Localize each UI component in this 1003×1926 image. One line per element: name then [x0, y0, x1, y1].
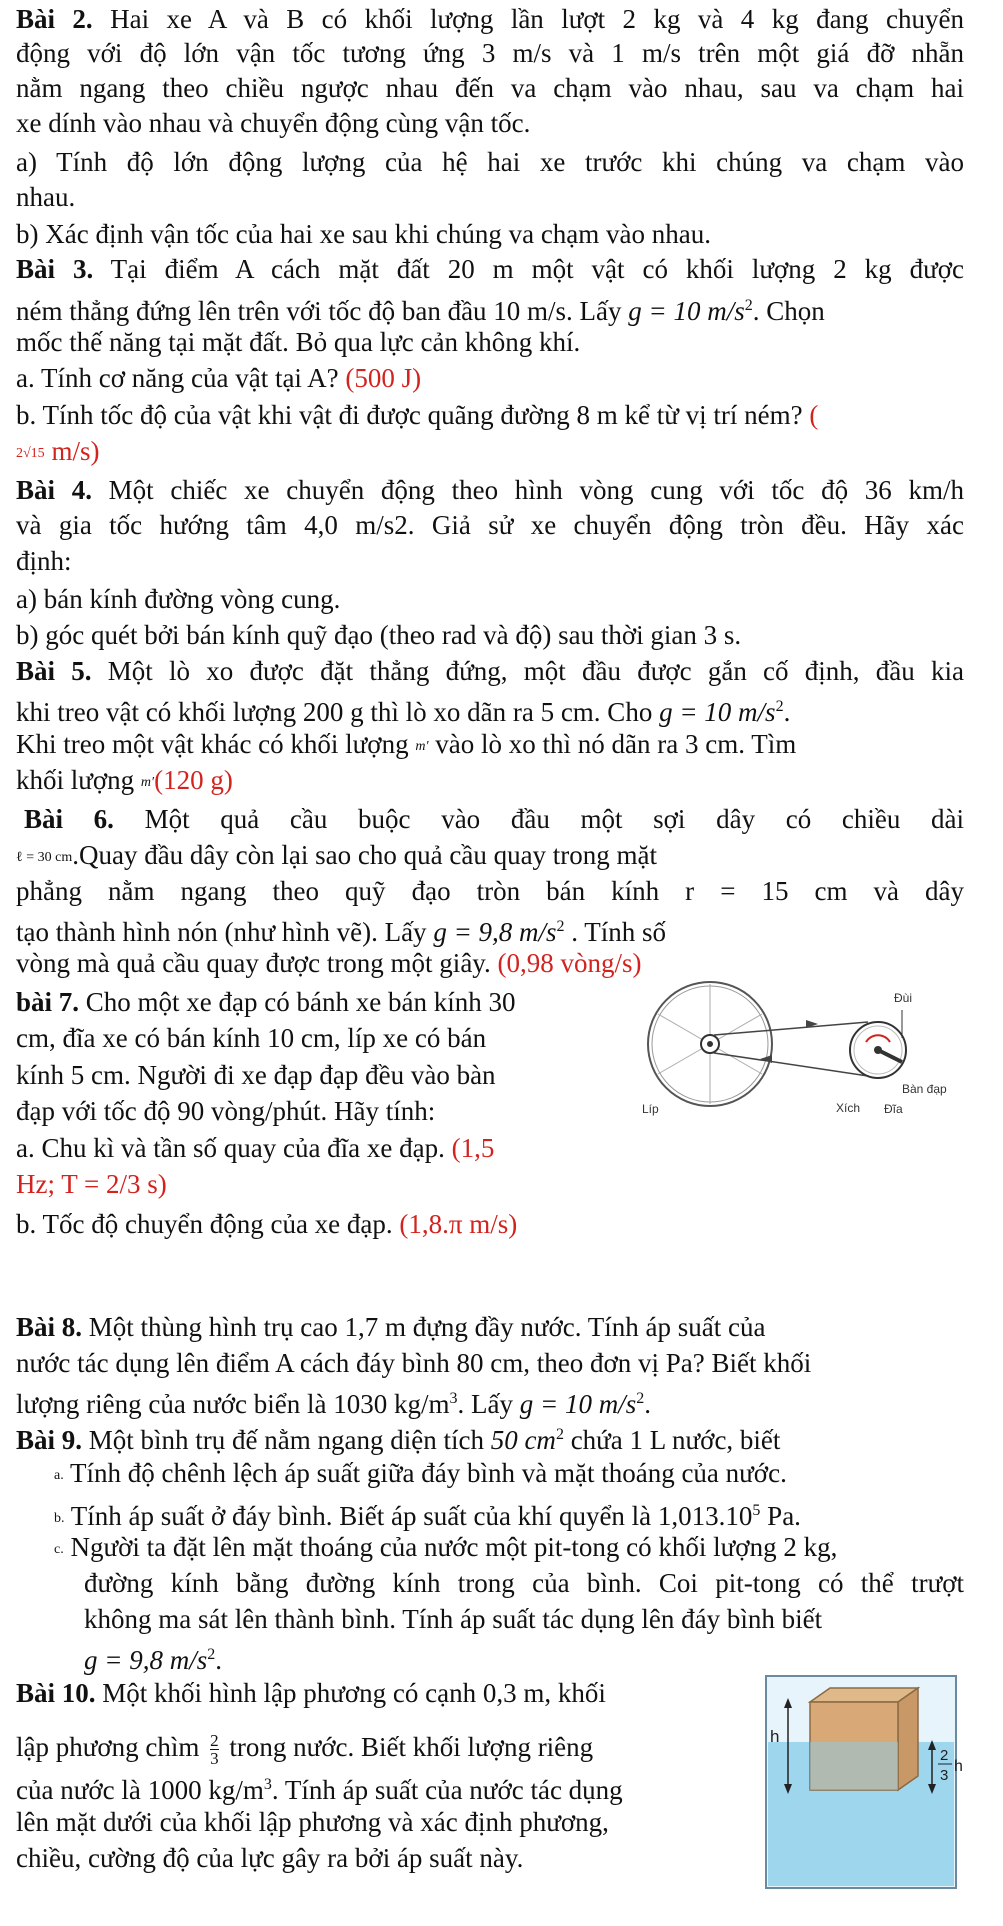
b2-line-2: động với độ lớn vận tốc tương ứng 3 m/s và 1 m/s trên một giá đỡ nhẵn [16, 38, 964, 68]
b9-area: 50 cm [490, 1425, 556, 1455]
b10-line-4: lên mặt dưới của khối lập phương và xác định phương, [16, 1807, 609, 1837]
b6-gravity: g = 9,8 m/s [433, 917, 557, 947]
b9-question-c [54, 1530, 837, 1567]
b9-question-b-text: Tính áp suất ở đáy bình. Biết áp suất của khí quyển là 1,013.10 [64, 1501, 753, 1531]
b8-line-2: nước tác dụng lên điểm A cách đáy bình 80 cm, theo đơn vị Pa? Biết khối [16, 1348, 812, 1378]
b2-question-b: b) Xác định vận tốc của hai xe sau khi chúng va chạm vào nhau. [16, 219, 712, 249]
b6-text-2b: .Quay đầu dây còn lại sao cho quả cầu quay trong mặt [72, 840, 658, 870]
b9-c-label: c. [54, 1541, 64, 1557]
b9-area-exp: 2 [555, 1426, 564, 1443]
b9-question-b-unit: Pa. [760, 1501, 801, 1531]
b10-density-exp: 3 [263, 1776, 272, 1793]
b3-question-a-text: a. Tính cơ năng của vật tại A? [16, 363, 346, 393]
b6-text-5: vòng mà quả cầu quay được trong một giây. [16, 948, 498, 978]
b5-line-4 [16, 763, 233, 800]
b6-text-4b: . Tính số [564, 917, 667, 947]
b2-text-1: Hai xe A và B có khối lượng lần lượt 2 kg và 4 kg đang chuyển [92, 4, 964, 34]
b7-line-4: đạp với tốc độ 90 vòng/phút. Hãy tính: [16, 1096, 436, 1126]
rear-wheel-diagram [648, 982, 772, 1106]
b3-text-2a: ném thẳng đứng lên trên với tốc độ ban đầu 10 m/s. Lấy [16, 296, 629, 326]
b8-gravity: g = 10 m/s [519, 1389, 637, 1419]
b5-line-1 [16, 654, 964, 688]
b7-question-a [16, 1131, 494, 1165]
b3-gravity-exp: 2 [744, 297, 753, 314]
b10-text-2b: trong nước. Biết khối lượng riêng [222, 1732, 594, 1762]
b5-text-2a: khi treo vật có khối lượng 200 g thì lò xo dãn ra 5 cm. Cho [16, 697, 660, 727]
b7-title: bài 7. [16, 987, 80, 1017]
b3-answer-a: (500 J) [345, 363, 422, 393]
b9-text-1b: chứa 1 L nước, biết [563, 1425, 781, 1455]
chainring-diagram [850, 1022, 906, 1078]
fig-label-xich: Xích [836, 1101, 861, 1115]
b3-question-b-text: b. Tính tốc độ của vật khi vật đi được quãng đường 8 m kể từ vị trí ném? [16, 400, 810, 430]
b3-question-a [16, 361, 421, 395]
b9-question-a-text: Tính độ chênh lệch áp suất giữa đáy bình và mặt thoáng của nước. [63, 1458, 787, 1488]
b7-question-b-text: b. Tốc độ chuyển động của xe đạp. [16, 1209, 400, 1239]
fig-frac-num: 2 [940, 1747, 949, 1764]
b2-line-3: nằm ngang theo chiều ngược nhau đến va chạm vào nhau, sau va chạm hai [16, 73, 964, 103]
fig-label-h2: h [954, 1758, 963, 1775]
fig-label-h: h [770, 1727, 780, 1746]
b6-line-5 [16, 946, 642, 980]
b10-fraction [210, 1732, 219, 1767]
b6-line-2 [16, 838, 657, 875]
b3-answer-b-open: ( [809, 400, 819, 430]
b2-question-a-cont: nhau. [16, 182, 76, 212]
b9-question-c-line-4: g = 9,8 $m/s^2$. [84, 1645, 222, 1675]
b6-line-1 [24, 802, 964, 836]
b5-mass-symbol: m′ [415, 738, 429, 754]
b5-text-2b: . [783, 697, 791, 727]
floating-cube [810, 1688, 918, 1790]
b9-question-c-line-3: không ma sát lên thành bình. Tính áp suất tác dụng lên đáy bình biết [84, 1604, 823, 1634]
b9-question-a [54, 1456, 787, 1493]
b5-mass-symbol-2: m′ [140, 774, 155, 790]
b3-gravity: g = 10 m/s [628, 296, 745, 326]
bicycle-drive-figure [640, 980, 982, 1120]
b3-line-1 [16, 252, 964, 286]
b7-answer-a-1: (1,5 [451, 1133, 495, 1163]
b3-question-b [16, 398, 818, 432]
b10-fraction-den: 3 [210, 1749, 219, 1769]
b8-line-3 [16, 1382, 651, 1421]
b10-text-1: Một khối hình lập phương có cạnh 0,3 m, khối [95, 1678, 606, 1708]
b9-question-c-line-2: đường kính bằng đường kính trong của bình. Coi pit-tong có thể trượt [84, 1568, 964, 1598]
b5-text-4a: khối lượng [16, 765, 141, 795]
b8-text-1: Một thùng hình trụ cao 1,7 m đựng đầy nước. Tính áp suất của [82, 1312, 766, 1342]
b4-question-b: b) góc quét bởi bán kính quỹ đạo (theo rad và độ) sau thời gian 3 s. [16, 620, 742, 650]
b2-line-4: xe dính vào nhau và chuyển động cùng vận tốc. [16, 108, 531, 138]
b7-answer-a-2: Hz; T = 2/3 s) [16, 1169, 167, 1199]
fig-label-ban-dap: Bàn đạp [902, 1082, 947, 1096]
b9-text-1a: Một bình trụ đế nằm ngang diện tích [82, 1425, 491, 1455]
b8-text-3c: . [644, 1389, 651, 1419]
b6-line-4 [16, 910, 666, 949]
b3-answer-b-value: 2√15 [16, 445, 45, 461]
b5-text-3b: vào lò xo thì nó dãn ra 3 cm. Tìm [428, 729, 797, 759]
b3-line-3: mốc thế năng tại mặt đất. Bỏ qua lực cản không khí. [16, 327, 581, 357]
b6-title: Bài 6. [24, 804, 114, 834]
b3-text-2b: . Chọn [752, 296, 825, 326]
b9-b-label: b. [54, 1510, 65, 1526]
b8-text-3b: . Lấy [457, 1389, 520, 1419]
b2-title: Bài 2. [16, 4, 93, 34]
cube-in-water-figure [760, 1670, 978, 1894]
b5-title: Bài 5. [16, 656, 92, 686]
b3-text-1: Tại điểm A cách mặt đất 20 m một vật có khối lượng 2 kg được [93, 254, 964, 284]
b7-question-b [16, 1207, 517, 1241]
b6-answer: (0,98 vòng/s) [497, 948, 642, 978]
b8-line-1 [16, 1310, 765, 1344]
b6-text-4a: tạo thành hình nón (như hình vẽ). Lấy [16, 917, 434, 947]
b4-text-1: Một chiếc xe chuyển động theo hình vòng cung với tốc độ 36 km/h [91, 475, 964, 505]
fig-label-doi: Đùi [894, 991, 913, 1005]
b8-density-exp: 3 [449, 1390, 458, 1407]
b3-line-2 [16, 289, 825, 328]
b8-title: Bài 8. [16, 1312, 83, 1342]
b10-line-5: chiều, cường độ của lực gây ra bởi áp suất này. [16, 1843, 524, 1873]
b4-line-2: và gia tốc hướng tâm 4,0 m/s2. Giả sử xe chuyển động tròn đều. Hãy xác [16, 510, 964, 540]
b3-answer-b-unit: m/s) [44, 436, 100, 466]
b8-gravity-exp: 2 [636, 1390, 645, 1407]
b2-line-1 [16, 2, 964, 36]
fig-label-dia: Đĩa [884, 1102, 903, 1116]
b9-title: Bài 9. [16, 1425, 83, 1455]
b10-fraction-num: 2 [210, 1731, 219, 1751]
b10-text-3b: . Tính áp suất của nước tác dụng [271, 1775, 623, 1805]
b3-title: Bài 3. [16, 254, 94, 284]
b4-title: Bài 4. [16, 475, 92, 505]
b2-question-a: a) Tính độ lớn động lượng của hệ hai xe trước khi chúng va chạm vào [16, 147, 964, 177]
b9-gravity: g = 9,8 m/s [84, 1645, 208, 1675]
b5-answer: (120 g) [154, 765, 233, 795]
b10-line-3 [16, 1768, 623, 1807]
b5-text-3a: Khi treo một vật khác có khối lượng [16, 729, 416, 759]
b4-line-3: định: [16, 546, 72, 576]
b6-length-value: ℓ = 30 cm [16, 849, 73, 865]
b4-question-a: a) bán kính đường vòng cung. [16, 584, 341, 614]
b3-answer-b-line [16, 434, 99, 471]
b9-question-c-text-1: Người ta đặt lên mặt thoáng của nước một pit-tong có khối lượng 2 kg, [63, 1532, 838, 1562]
b10-line-1 [16, 1676, 606, 1710]
b5-gravity-exp: 2 [775, 698, 784, 715]
b6-gravity-exp: 2 [556, 918, 565, 935]
b7-line-1 [16, 985, 515, 1019]
b9-pressure-exp: 5 [752, 1502, 761, 1519]
b7-answer-b: (1,8.π m/s) [399, 1209, 518, 1239]
b5-line-2 [16, 690, 790, 729]
b6-text-1: Một quả cầu buộc vào đầu một sợi dây có chiều dài [113, 804, 965, 834]
b10-line-2 [16, 1730, 593, 1767]
b10-text-3a: của nước là 1000 kg/m [16, 1775, 264, 1805]
fig-frac-den: 3 [940, 1767, 949, 1784]
b10-text-2a: lập phương chìm [16, 1732, 207, 1762]
b7-line-3: kính 5 cm. Người đi xe đạp đạp đều vào bàn [16, 1060, 496, 1090]
b6-line-3: phẳng nằm ngang theo quỹ đạo tròn bán kính r = 15 cm và dây [16, 876, 964, 906]
b9-line-1 [16, 1418, 780, 1457]
b9-gravity-exp: 2 [207, 1646, 216, 1663]
b7-text-1: Cho một xe đạp có bánh xe bán kính 30 [79, 987, 516, 1017]
b7-question-a-text: a. Chu kì và tần số quay của đĩa xe đạp. [16, 1133, 452, 1163]
b10-title: Bài 10. [16, 1678, 96, 1708]
b4-line-1 [16, 473, 964, 507]
b9-a-label: a. [54, 1467, 64, 1483]
b5-text-1: Một lò xo được đặt thẳng đứng, một đầu được gắn cố định, đầu kia [91, 656, 964, 686]
fig-label-lip: Líp [642, 1102, 659, 1116]
b5-gravity: g = 10 m/s [659, 697, 776, 727]
b8-text-3a: lượng riêng của nước biển là 1030 kg/m [16, 1389, 450, 1419]
b7-line-2: cm, đĩa xe có bán kính 10 cm, líp xe có bán [16, 1023, 487, 1053]
b5-line-3 [16, 727, 796, 764]
